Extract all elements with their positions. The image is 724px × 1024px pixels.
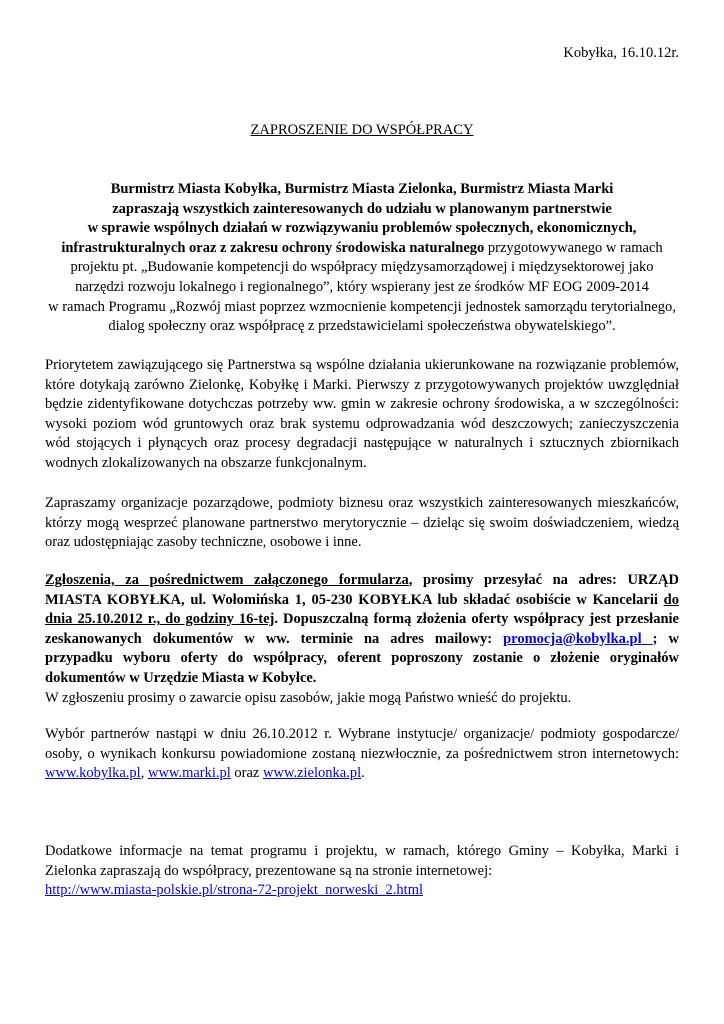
priorities-line: Priorytetem zawiązującego się Partnerstwa są wspólne działania ukierunkowane na rozwiązanie problemów, bbox=[45, 357, 679, 373]
submission-line bbox=[45, 591, 679, 611]
intro-line: projektu pt. „Budowanie kompetencji do współpracy międzysamorządowej i międzysektorowej jako bbox=[70, 259, 654, 276]
form-reference-text: Zgłoszenia, za pośrednictwem załączonego formularza bbox=[45, 572, 409, 588]
invitation-line: oraz udostępniając zasoby techniczne, osobowe i inne. bbox=[45, 534, 362, 551]
more-info-line bbox=[45, 881, 679, 901]
deadline-text: dnia 25.10.2012 r., do godziny 16-tej bbox=[45, 611, 275, 628]
separator-text: . bbox=[361, 765, 365, 782]
selection-paragraph bbox=[45, 725, 679, 784]
submission-text: , prosimy przesyłać na adres: URZĄD bbox=[408, 572, 679, 588]
priorities-line: będzie zidentyfikowane dotychczas potrzeby ww. gmin w zakresie ochrony środowiska, a w szczególności: bbox=[45, 396, 679, 413]
submission-text: . Dopuszczalną formą złożenia oferty współpracy jest przesłanie bbox=[274, 611, 679, 628]
project-url-link[interactable]: http://www.miasta-polskie.pl/strona-72-projekt_norweski_2.html bbox=[45, 882, 424, 899]
invitation-paragraph bbox=[45, 494, 679, 553]
selection-line: Wybór partnerów nastąpi w dniu 26.10.2012 r. Wybrane instytucje/ organizacje/ podmioty gospodarcze/ bbox=[45, 726, 679, 742]
submission-text: zeskanowanych dokumentów w ww. terminie na adres mailowy: bbox=[45, 630, 504, 647]
priorities-line: wysoki poziom wód gruntowych oraz brak systemu odprowadzania wód deszczowych; zanieczyszczenia bbox=[45, 415, 679, 432]
more-info-paragraph bbox=[45, 842, 679, 901]
place-date: Kobyłka, 16.10.12r. bbox=[563, 45, 679, 61]
invitation-line: którzy mogą wesprzeć planowane partnerstwo merytorycznie – dzieląc się swoim doświadczeniem, wiedzą bbox=[45, 514, 679, 531]
submission-paragraph bbox=[45, 571, 679, 708]
separator-text: , bbox=[140, 765, 148, 782]
email-link[interactable]: promocja@kobylka.pl bbox=[503, 630, 653, 647]
submission-line bbox=[45, 571, 679, 591]
intro-line: dialog społeczny oraz współpracę z przedstawicielami społeczeństwa obywatelskiego”. bbox=[108, 318, 616, 335]
deadline-text: do bbox=[663, 591, 679, 608]
intro-line: Burmistrz Miasta Kobyłka, Burmistrz Miasta Zielonka, Burmistrz Miasta Marki bbox=[110, 181, 614, 197]
selection-line: osoby, o wynikach konkursu powiadomione zostaną niezwłocznie, za pośrednictwem stron internetowych: bbox=[45, 745, 679, 762]
submission-text: ; w bbox=[652, 630, 679, 647]
intro-line bbox=[20, 239, 704, 259]
intro-line: w sprawie wspólnych działań w rozwiązywaniu problemów społecznych, ekonomicznych, bbox=[87, 220, 637, 237]
priorities-line: wód stojących i płynących oraz procesy degradacji następujące w naturalnych i sztucznych zbiornikach bbox=[45, 435, 679, 452]
more-info-line: Dodatkowe informacje na temat programu i projektu, w ramach, którego Gminy – Kobyłka, Marki i bbox=[45, 843, 679, 859]
zielonka-website-link[interactable]: www.zielonka.pl bbox=[263, 765, 362, 782]
separator-text: oraz bbox=[230, 765, 263, 782]
document-title: ZAPROSZENIE DO WSPÓŁPRACY bbox=[250, 122, 474, 138]
submission-line bbox=[45, 630, 679, 650]
priorities-paragraph bbox=[45, 356, 679, 474]
intro-line: narzędzi rozwoju lokalnego i regionalnego”, który wspierany jest ze środków MF EOG 2009-2014 bbox=[75, 278, 649, 295]
invitation-line: Zapraszamy organizacje pozarządowe, podmioty biznesu oraz wszystkich zainteresowanych mieszkańców, bbox=[45, 495, 679, 511]
kobylka-website-link[interactable]: www.kobylka.pl bbox=[45, 765, 141, 782]
submission-line bbox=[45, 610, 679, 630]
intro-paragraph bbox=[20, 180, 704, 337]
intro-text: przygotowywanego w ramach bbox=[484, 239, 663, 256]
submission-line: dokumentów w Urzędzie Miasta w Kobyłce. bbox=[45, 669, 317, 686]
priorities-line: wodnych zlokalizowanych na obszarze funkcjonalnym. bbox=[45, 454, 367, 471]
intro-bold-text: infrastrukturalnych oraz z zakresu ochrony środowiska naturalnego bbox=[61, 239, 485, 256]
intro-line: w ramach Programu „Rozwój miast poprzez wzmocnienie kompetencji jednostek samorządu terytorialnego, bbox=[48, 298, 676, 315]
submission-line: przypadku wyboru oferty do współpracy, oferent poproszony zostanie o złożenie oryginałów bbox=[45, 650, 679, 667]
submission-note: W zgłoszeniu prosimy o zawarcie opisu zasobów, jakie mogą Państwo wnieść do projektu. bbox=[45, 689, 572, 706]
intro-line: zapraszają wszystkich zainteresowanych do udziału w planowanym partnerstwie bbox=[112, 200, 612, 217]
priorities-line: które dotykają zarówno Zielonkę, Kobyłkę i Marki. Pierwszy z przygotowywanych projektów uwzględniał bbox=[45, 376, 679, 393]
marki-website-link[interactable]: www.marki.pl bbox=[147, 765, 231, 782]
submission-text: MIASTA KOBYŁKA, ul. Wołomińska 1, 05-230 KOBYŁKA lub składać osobiście w Kancelarii bbox=[45, 591, 664, 608]
selection-line bbox=[45, 764, 679, 784]
more-info-line: Zielonka zapraszają do współpracy, prezentowane są na stronie internetowej: bbox=[45, 862, 493, 879]
